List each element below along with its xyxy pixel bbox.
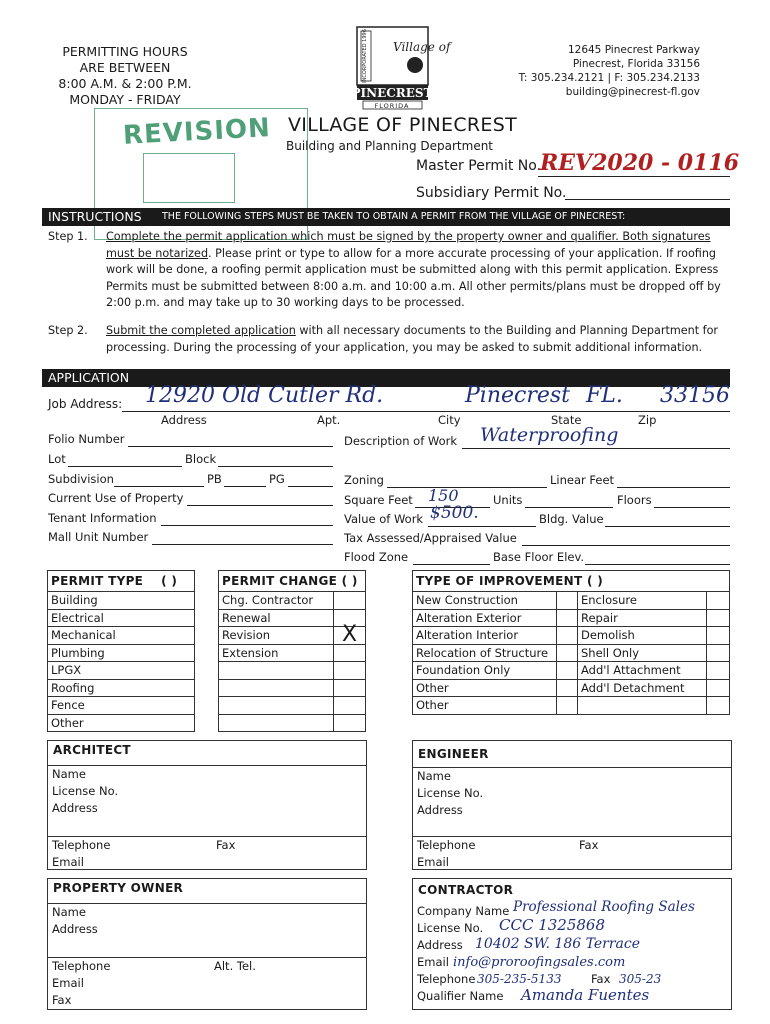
permit-type-table (47, 570, 195, 732)
description-label: Description of Work (344, 434, 458, 448)
instructions-subtitle: THE FOLLOWING STEPS MUST BE TAKEN TO OBTAIN A PERMIT FROM THE VILLAGE OF PINECREST: (162, 211, 626, 222)
contractor-license-field[interactable] (413, 916, 731, 937)
engineer-telephone-field[interactable] (413, 836, 731, 854)
contractor-telephone-label: Telephone (417, 972, 476, 986)
permit-type-item[interactable]: LPGX (48, 662, 195, 680)
contact-email: building@pinecrest-fl.gov (565, 86, 700, 98)
contractor-license-label: License No. (417, 921, 484, 935)
revision-check-mark: X (341, 622, 358, 648)
step2-body: with all necessary documents to the Building and Planning Department for processing. During the processing of your application, you may be asked to submit additional information. (106, 324, 719, 354)
architect-email-label: Email (52, 855, 84, 869)
permit-change-title (219, 571, 366, 592)
apt-sublabel: Apt. (317, 413, 341, 427)
permit-change-checkbox[interactable] (334, 697, 366, 715)
pg-field[interactable] (288, 486, 333, 487)
bldg-value-label: Bldg. Value (539, 512, 604, 526)
owner-telephone-label: Telephone (52, 959, 111, 973)
square-feet-label: Square Feet (344, 493, 413, 507)
owner-fax-label: Fax (52, 993, 72, 1007)
improvement-checkbox[interactable] (707, 609, 730, 627)
subsidiary-permit-label: Subsidiary Permit No. (416, 185, 567, 201)
permit-change-item (219, 714, 334, 732)
owner-title: PROPERTY OWNER (53, 881, 184, 895)
improvement-item: Shell Only (578, 644, 707, 662)
units-label: Units (493, 493, 523, 507)
architect-license-field[interactable] (48, 783, 366, 800)
permit-change-checkbox[interactable] (334, 622, 366, 648)
improvement-checkbox[interactable] (707, 697, 730, 715)
floors-field[interactable] (654, 507, 730, 508)
base-floor-label: Base Floor Elev. (493, 550, 585, 564)
permit-type-item[interactable]: Fence (48, 697, 195, 715)
description-field[interactable] (462, 448, 730, 449)
improvement-item: Foundation Only (413, 662, 557, 680)
contact-phone: T: 305.234.2121 | F: 305.234.2133 (518, 72, 700, 84)
engineer-name-label: Name (417, 769, 451, 783)
city-sublabel: City (438, 413, 461, 427)
owner-telephone-field[interactable] (48, 957, 366, 975)
engineer-address-field[interactable] (413, 802, 731, 836)
master-permit-label: Master Permit No. (416, 158, 542, 174)
architect-name-field[interactable] (48, 765, 366, 783)
pg-label: PG (269, 472, 285, 486)
permit-type-paren: ( ) (161, 574, 178, 588)
owner-name-label: Name (52, 905, 86, 919)
architect-email-field[interactable] (48, 854, 366, 871)
engineer-section (412, 740, 732, 870)
contractor-address-value: 10402 SW. 186 Terrace (475, 936, 640, 952)
contractor-fax-label: Fax (591, 972, 611, 986)
value-of-work-field[interactable] (428, 526, 536, 527)
job-city-value: Pinecrest (465, 383, 571, 408)
job-street-value: 12920 Old Cutler Rd. (145, 383, 384, 408)
contractor-title: CONTRACTOR (418, 883, 514, 897)
stamp-title: REVISION (122, 113, 272, 151)
step1-text (106, 229, 732, 312)
improvement-checkbox[interactable] (707, 592, 730, 610)
architect-fax-label: Fax (216, 838, 236, 852)
linear-feet-label: Linear Feet (550, 473, 615, 487)
contractor-company-label: Company Name (417, 904, 510, 918)
contractor-fax-value: 305-23 (619, 972, 662, 986)
master-permit-value: REV2020 - 0116 (540, 150, 740, 176)
owner-fax-field[interactable] (48, 992, 366, 1009)
permit-change-checkbox[interactable] (334, 714, 366, 732)
permit-change-checkbox[interactable] (334, 592, 366, 610)
subsidiary-permit-field[interactable] (565, 199, 730, 200)
lot-label: Lot (48, 452, 66, 466)
improvement-item: New Construction (413, 592, 557, 610)
job-state-value: FL. (586, 383, 623, 408)
engineer-title: ENGINEER (418, 747, 489, 761)
contractor-qualifier-label: Qualifier Name (417, 989, 504, 1003)
folio-field[interactable] (128, 446, 333, 447)
village-contact (510, 43, 700, 99)
zoning-label: Zoning (344, 473, 384, 487)
architect-address-label: Address (52, 801, 98, 815)
improvement-item: Alteration Interior (413, 627, 557, 645)
improvement-title-text: TYPE OF IMPROVEMENT (416, 574, 583, 588)
svg-text:FLORIDA: FLORIDA (374, 102, 410, 110)
contractor-qualifier-value: Amanda Fuentes (521, 986, 650, 1004)
improvement-item: Other (413, 697, 557, 715)
flood-zone-field[interactable] (413, 564, 490, 565)
master-permit-row (416, 158, 541, 174)
base-floor-field[interactable] (585, 564, 730, 565)
improvement-checkbox[interactable] (557, 592, 578, 610)
engineer-license-field[interactable] (413, 785, 731, 802)
improvement-title (413, 571, 730, 592)
tax-assessed-field[interactable] (522, 545, 730, 546)
folio-label: Folio Number (48, 432, 125, 446)
current-use-label: Current Use of Property (48, 491, 184, 505)
improvement-table (412, 570, 730, 715)
improvement-checkbox[interactable] (707, 679, 730, 697)
tenant-field[interactable] (161, 525, 333, 526)
contact-city: Pinecrest, Florida 33156 (572, 58, 700, 70)
owner-address-field[interactable] (48, 921, 366, 957)
contractor-qualifier-field[interactable] (413, 988, 731, 1005)
improvement-item: Enclosure (578, 592, 707, 610)
improvement-checkbox[interactable] (557, 609, 578, 627)
permit-change-item: Extension (219, 644, 334, 662)
contractor-email-value: info@proroofingsales.com (453, 955, 626, 970)
value-of-work-label: Value of Work (344, 512, 424, 526)
pb-label: PB (207, 472, 222, 486)
block-field[interactable] (218, 466, 333, 467)
improvement-item: Demolish (578, 627, 707, 645)
hours-line: MONDAY - FRIDAY (69, 92, 181, 107)
permit-change-checkbox[interactable] (334, 662, 366, 680)
bldg-value-field[interactable] (605, 526, 730, 527)
improvement-item: Relocation of Structure (413, 644, 557, 662)
contact-street: 12645 Pinecrest Parkway (567, 44, 700, 56)
permit-change-item: Renewal (219, 609, 334, 627)
permit-type-title-text: PERMIT TYPE (51, 574, 144, 588)
current-use-field[interactable] (187, 505, 333, 506)
address-sublabel: Address (161, 413, 207, 427)
owner-alt-tel-label: Alt. Tel. (214, 959, 256, 973)
engineer-license-label: License No. (417, 786, 484, 800)
improvement-checkbox[interactable] (707, 644, 730, 662)
property-owner-section (47, 878, 367, 1010)
page-title: VILLAGE OF PINECREST (288, 114, 517, 136)
improvement-checkbox[interactable] (557, 627, 578, 645)
improvement-checkbox[interactable] (707, 662, 730, 680)
architect-telephone-label: Telephone (52, 838, 111, 852)
lot-field[interactable] (68, 466, 182, 467)
improvement-paren: ( ) (586, 574, 604, 588)
state-sublabel: State (551, 413, 582, 427)
permit-change-paren: ( ) (341, 574, 358, 588)
contractor-telephone-value: 305-235-5133 (477, 972, 562, 986)
svg-text:Village of: Village of (393, 40, 451, 54)
pb-field[interactable] (224, 486, 266, 487)
engineer-address-label: Address (417, 803, 463, 817)
permit-type-item[interactable]: Plumbing (48, 644, 195, 662)
zoning-field[interactable] (387, 487, 547, 488)
improvement-item: Alteration Exterior (413, 609, 557, 627)
engineer-name-field[interactable] (413, 767, 731, 785)
engineer-telephone-label: Telephone (417, 838, 476, 852)
description-value: Waterproofing (480, 424, 619, 446)
contractor-address-field[interactable] (413, 937, 731, 954)
instructions-title: INSTRUCTIONS (48, 209, 142, 224)
architect-telephone-field[interactable] (48, 836, 366, 854)
improvement-checkbox[interactable] (707, 627, 730, 645)
permit-type-item[interactable]: Other (48, 714, 195, 732)
improvement-item: Add'l Detachment (578, 679, 707, 697)
improvement-checkbox[interactable] (557, 662, 578, 680)
step1-body: . Please print or type to allow for a more accurate processing of your application. If roofing work will be done, a roofing permit application must be submitted along with this permit application. Express Permits must be submitted between 8:00 a.m. and 10:00 a.m. All other permits/plans must be dropped off by 2:00 p.m. and may take up to 30 working days to be processed. (106, 246, 721, 309)
value-of-work-value: $500. (430, 503, 479, 523)
permit-type-item[interactable]: Mechanical (48, 627, 195, 645)
owner-address-label: Address (52, 922, 98, 936)
stamp-box (143, 153, 235, 203)
permit-change-item: Revision (219, 627, 334, 645)
permit-type-title (48, 571, 195, 592)
owner-name-field[interactable] (48, 903, 366, 921)
job-zip-value: 33156 (660, 383, 730, 408)
subdivision-label: Subdivision (48, 472, 114, 486)
architect-section (47, 740, 367, 870)
flood-zone-label: Flood Zone (344, 550, 409, 564)
architect-license-label: License No. (52, 784, 119, 798)
improvement-checkbox[interactable] (557, 697, 578, 715)
tax-assessed-label: Tax Assessed/Appraised Value (344, 531, 517, 545)
permit-change-item: Chg. Contractor (219, 592, 334, 610)
contractor-email-field[interactable] (413, 954, 731, 971)
contractor-license-value: CCC 1325868 (499, 916, 606, 934)
zip-sublabel: Zip (638, 413, 657, 427)
hours-line: PERMITTING HOURS (62, 44, 188, 59)
permit-change-checkbox[interactable] (334, 679, 366, 697)
job-address-label: Job Address: (48, 397, 123, 411)
permit-type-item[interactable]: Electrical (48, 609, 195, 627)
permit-change-title-text: PERMIT CHANGE (222, 574, 338, 588)
subdivision-field[interactable] (114, 486, 204, 487)
engineer-fax-label: Fax (579, 838, 599, 852)
improvement-item: Repair (578, 609, 707, 627)
contractor-email-label: Email (417, 955, 449, 969)
hours-line: ARE BETWEEN (79, 60, 171, 75)
mall-unit-label: Mall Unit Number (48, 530, 149, 544)
master-permit-field[interactable] (538, 176, 730, 177)
hours-line: 8:00 A.M. & 2:00 P.M. (58, 76, 192, 91)
block-label: Block (185, 452, 217, 466)
contractor-company-value: Professional Roofing Sales (513, 899, 695, 915)
step2-label: Step 2. (48, 324, 88, 337)
contractor-section (412, 878, 732, 1010)
step1-label: Step 1. (48, 230, 88, 243)
step2-underlined: Submit the completed application (106, 324, 296, 337)
engineer-email-field[interactable] (413, 854, 731, 871)
owner-email-field[interactable] (48, 975, 366, 992)
svg-text:PINECREST: PINECREST (351, 86, 433, 100)
tenant-label: Tenant Information (48, 511, 157, 525)
architect-address-field[interactable] (48, 800, 366, 836)
application-title: APPLICATION (48, 370, 130, 385)
permit-type-item[interactable]: Building (48, 592, 195, 610)
permit-change-item (219, 697, 334, 715)
job-address-field[interactable] (122, 411, 730, 412)
contractor-address-label: Address (417, 938, 463, 952)
permit-change-table (218, 570, 366, 732)
square-feet-value: 150 (428, 486, 459, 505)
permit-change-item (219, 679, 334, 697)
improvement-item: Add'l Attachment (578, 662, 707, 680)
instructions-header (42, 208, 730, 226)
mall-unit-field[interactable] (152, 544, 333, 545)
step2-text (106, 323, 732, 356)
village-seal-logo (351, 25, 451, 110)
permit-change-item (219, 662, 334, 680)
improvement-item (578, 697, 707, 715)
step1-underlined: Complete the permit application which must be signed by the property owner and qualifier. Both signatures must be notarized (106, 230, 711, 260)
floors-label: Floors (617, 493, 652, 507)
department-name: Building and Planning Department (286, 139, 494, 153)
units-field[interactable] (525, 507, 613, 508)
architect-name-label: Name (52, 767, 86, 781)
architect-title: ARCHITECT (53, 743, 131, 757)
improvement-checkbox[interactable] (557, 644, 578, 662)
improvement-checkbox[interactable] (557, 679, 578, 697)
svg-text:INCORPORATED 1996: INCORPORATED 1996 (362, 29, 368, 83)
permit-type-item[interactable]: Roofing (48, 679, 195, 697)
owner-email-label: Email (52, 976, 84, 990)
permitting-hours (40, 44, 210, 108)
engineer-email-label: Email (417, 855, 449, 869)
improvement-item: Other (413, 679, 557, 697)
linear-feet-field[interactable] (617, 487, 730, 488)
